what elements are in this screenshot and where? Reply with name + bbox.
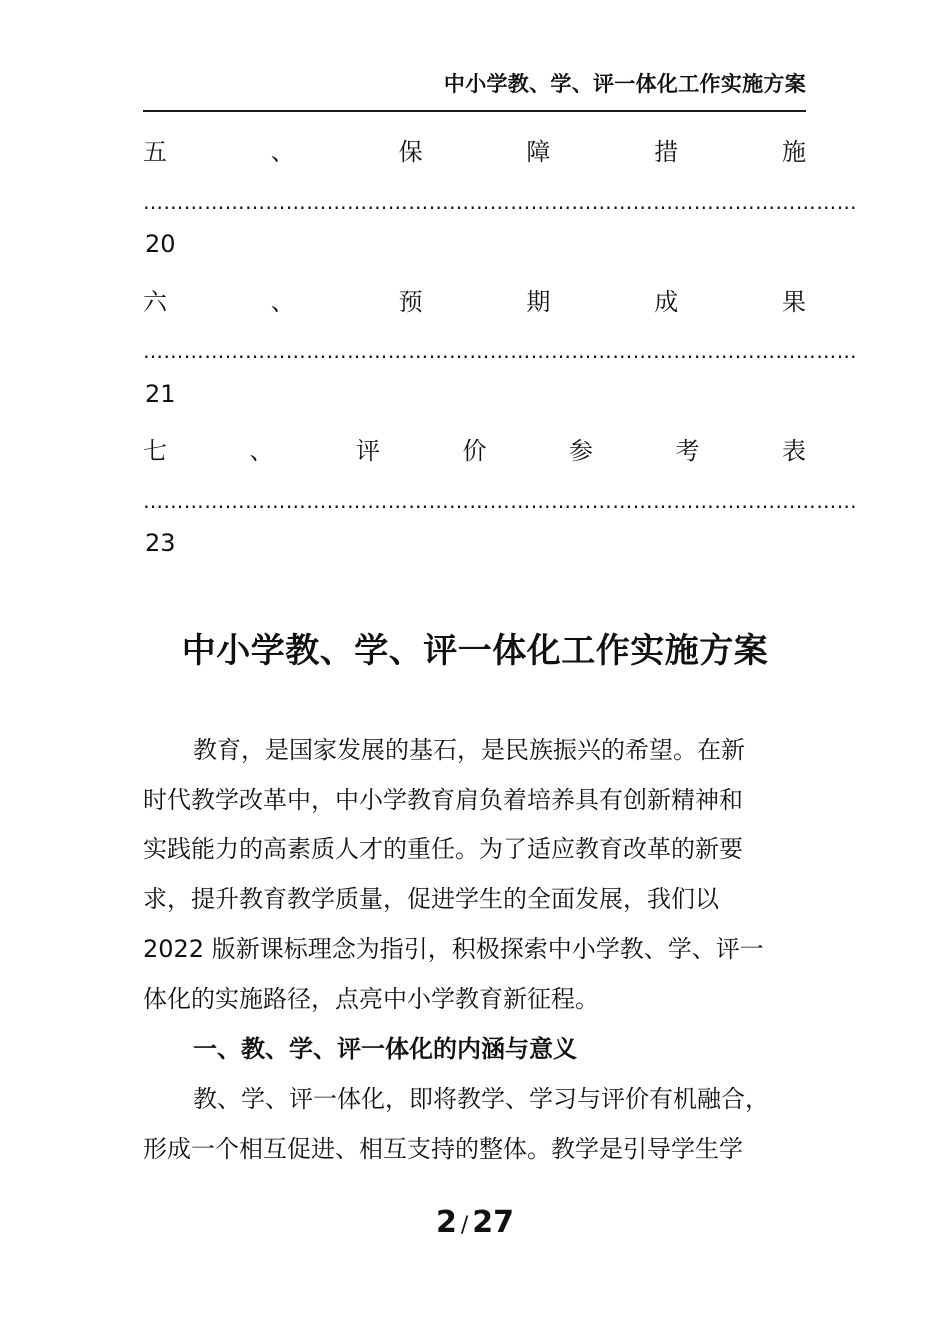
paragraph-line: 教、学、评一体化，即将教学、学习与评价有机融合， [193,1085,769,1113]
toc-entry-title[interactable] [143,132,806,166]
toc-char: 期 [526,288,551,316]
page-number [0,1205,950,1240]
toc-char: 考 [675,437,700,465]
toc-char: 价 [462,437,487,465]
toc-char: 障 [526,138,551,166]
toc-entry-title[interactable] [143,431,806,465]
toc-char: 评 [356,437,380,465]
toc-page-number[interactable]: 21 [145,380,176,408]
toc-char: 、 [270,288,295,316]
document-title: 中小学教、学、评一体化工作实施方案 [181,631,769,671]
toc-char: 预 [398,288,423,316]
toc-char: 保 [398,138,423,166]
toc-char: 六 [143,288,167,316]
toc-page-number[interactable]: 20 [145,230,176,258]
toc-char: 成 [654,288,679,316]
toc-char: 七 [143,437,167,465]
total-pages: 27 [472,1205,515,1240]
section-heading: 一、教、学、评一体化的内涵与意义 [193,1035,577,1063]
header-title: 中小学教、学、评一体化工作实施方案 [443,72,806,96]
page-header [143,64,806,112]
toc-char: 、 [249,437,274,465]
toc-char: 表 [782,437,806,465]
paragraph-line: 2022 版新课标理念为指引，积极探索中小学教、学、评一 [143,935,764,963]
toc-char: 、 [270,138,295,166]
toc-char: 措 [654,138,679,166]
paragraph-line: 形成一个相互促进、相互支持的整体。教学是引导学生学 [143,1135,743,1163]
paragraph-line: 实践能力的高素质人才的重任。为了适应教育改革的新要 [143,835,743,863]
toc-leader-dots: …………………………………………………………………………………………… [143,339,857,363]
paragraph-line: 求，提升教育教学质量，促进学生的全面发展，我们以 [143,885,719,913]
toc-char: 参 [569,437,593,465]
toc-leader-dots: …………………………………………………………………………………………… [143,489,857,513]
toc-char: 果 [781,288,806,316]
paragraph-line: 体化的实施路径，点亮中小学教育新征程。 [143,985,599,1013]
paragraph-line: 时代教学改革中，中小学教育肩负着培养具有创新精神和 [143,786,743,814]
toc-char: 五 [143,138,167,166]
toc-char: 施 [781,138,806,166]
toc-leader-dots: …………………………………………………………………………………………… [143,190,857,214]
paragraph-line: 教育，是国家发展的基石，是民族振兴的希望。在新 [193,736,745,764]
toc-entry-title[interactable] [143,282,806,316]
toc-page-number[interactable]: 23 [145,529,176,557]
current-page: 2 [435,1205,457,1240]
page-separator: / [460,1213,469,1238]
